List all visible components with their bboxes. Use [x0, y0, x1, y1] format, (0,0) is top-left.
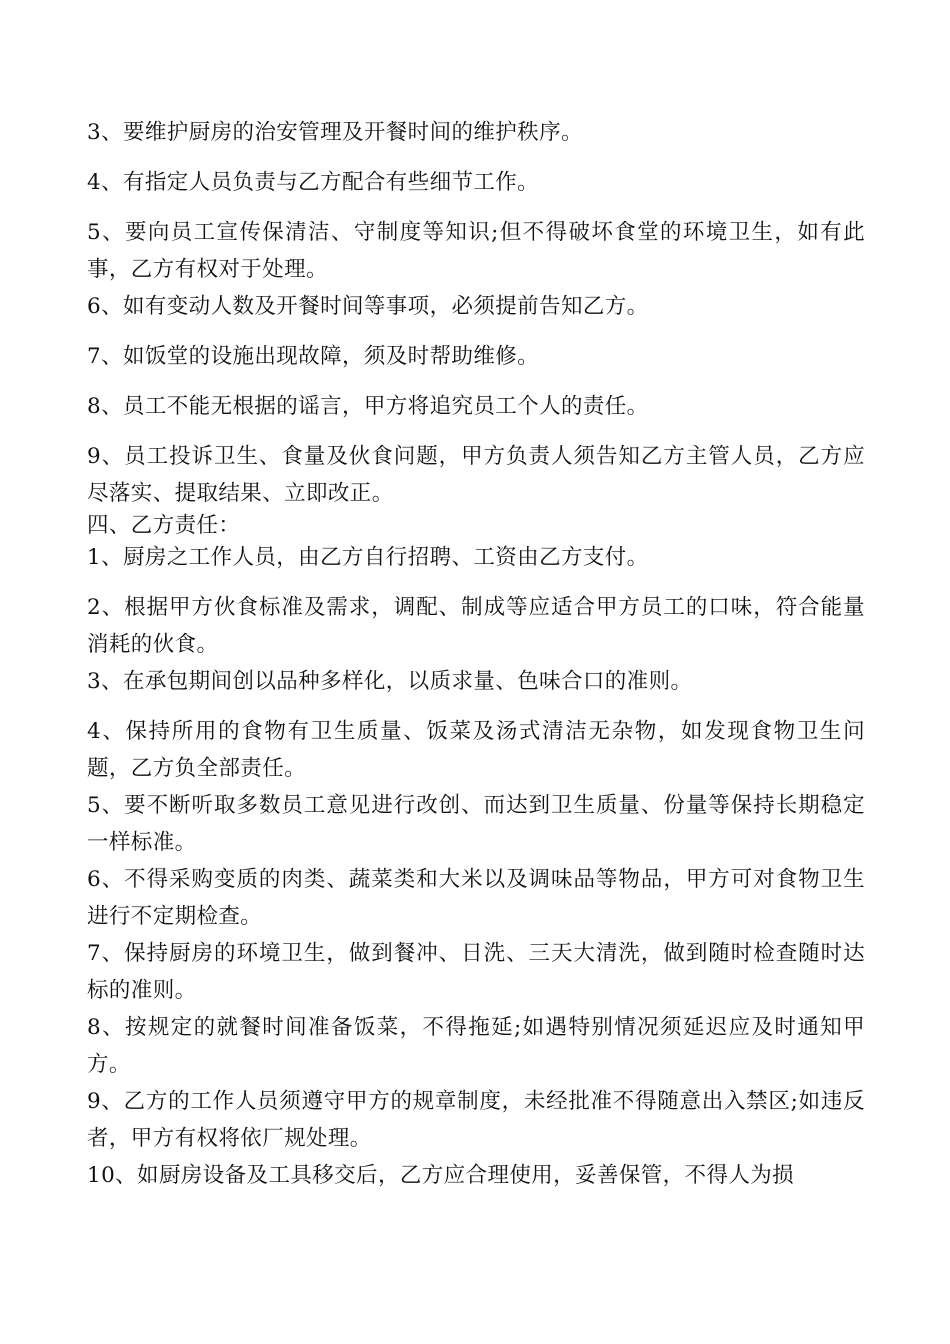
- party-b-clause-5: 5、要不断听取多数员工意见进行改创、而达到卫生质量、份量等保持长期稳定一样标准。: [87, 793, 865, 855]
- clause-4: 4、有指定人员负责与乙方配合有些细节工作。: [87, 170, 540, 195]
- section-heading-party-b: 四、乙方责任：: [87, 513, 241, 538]
- clause-8: 8、员工不能无根据的谣言，甲方将追究员工个人的责任。: [87, 394, 649, 419]
- party-b-clause-4: 4、保持所用的食物有卫生质量、饭菜及汤式清洁无杂物，如发现食物卫生问题，乙方负全部责任。: [87, 719, 865, 781]
- party-b-clause-3: 3、在承包期间创以品种多样化，以质求量、色味合口的准则。: [87, 669, 693, 694]
- party-b-clause-2: 2、根据甲方伙食标准及需求，调配、制成等应适合甲方员工的口味，符合能量消耗的伙食。: [87, 595, 865, 657]
- party-b-clause-10: 10、如厨房设备及工具移交后，乙方应合理使用，妥善保管，不得人为损: [87, 1163, 795, 1188]
- document-body: [87, 114, 865, 1194]
- party-b-clause-8: 8、按规定的就餐时间准备饭菜，不得拖延;如遇特别情况须延迟应及时通知甲方。: [87, 1015, 865, 1077]
- clause-7: 7、如饭堂的设施出现故障，须及时帮助维修。: [87, 344, 540, 369]
- party-b-clause-1: 1、厨房之工作人员，由乙方自行招聘、工资由乙方支付。: [87, 545, 649, 570]
- clause-9: 9、员工投诉卫生、食量及伙食问题，甲方负责人须告知乙方主管人员，乙方应尽落实、提取结果、立即改正。: [87, 444, 865, 506]
- clause-5: 5、要向员工宣传保清洁、守制度等知识;但不得破坏食堂的环境卫生，如有此事，乙方有权对于处理。: [87, 220, 865, 282]
- party-b-clause-9: 9、乙方的工作人员须遵守甲方的规章制度，未经批准不得随意出入禁区;如违反者，甲方有权将依厂规处理。: [87, 1089, 865, 1151]
- party-b-clause-6: 6、不得采购变质的肉类、蔬菜类和大米以及调味品等物品，甲方可对食物卫生进行不定期检查。: [87, 867, 865, 929]
- party-b-clause-7: 7、保持厨房的环境卫生，做到餐冲、日洗、三天大清洗，做到随时检查随时达标的准则。: [87, 941, 865, 1003]
- clause-3: 3、要维护厨房的治安管理及开餐时间的维护秩序。: [87, 120, 583, 145]
- clause-6: 6、如有变动人数及开餐时间等事项，必须提前告知乙方。: [87, 294, 649, 319]
